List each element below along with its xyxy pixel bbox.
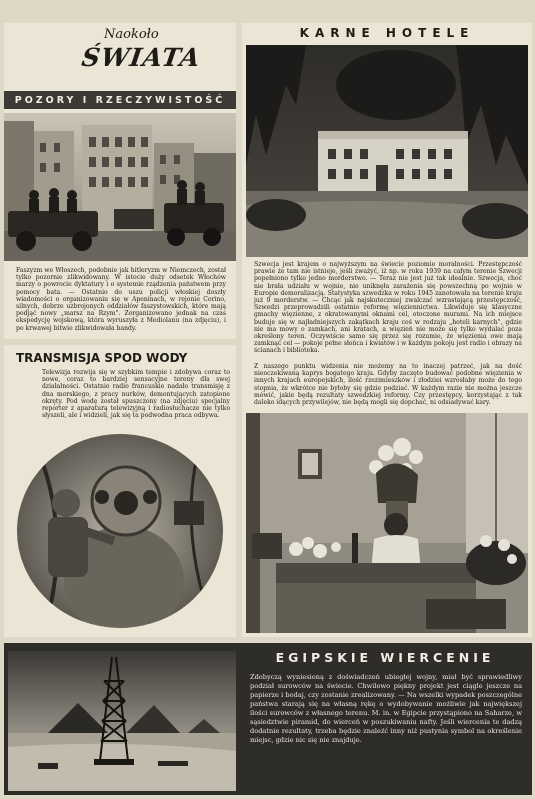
milan-street-image bbox=[4, 113, 236, 261]
karne-hotele-body-p2: Z naszego punktu widzenia nie możemy na to inaczej patrzeć, jak na dość nieoczekiwaną kaprys bogatego kraju. Gdyby zaczęto budować podobne więzienia w innych krajach europejskich, ilość rzezimieszków i złodziei wzrosłaby może do tego stopnia, że wkrótce nie byłoby się gdzie podziać. W każdym razie nie można jeszcze mówić, jakie będą rezultaty szwedzkiej reformy. Czy przestępcy, korzystając z tak daleko idących przywilejów, nie będą mogli się dopchać, ni odsiadywać kary. bbox=[254, 363, 522, 407]
karne-hotele-body-p1: Szwecja jest krajem o najwyższym na świecie poziomie moralności. Przestępczość prawie że tam nie istnieje, jeśli zważyć, iż np. w roku 1939 na całym terenie Szwecji popełniono tylko jedno morderstwo. — Teraz nie jest już tak idealnie. Szwecja, choć nie brała udziału w wojnie, nie uniknęła zarażenia się powszechną po wojnie w Europie demoralizacją. Statystyka szwedzka w roku 1945 zanotowała na terenie kraju już 9 morderstw. — Chcąc jak najskuteczniej zwalczać wzrastającą przestępczość, Szwedzi przeprowadzili ostatnio reformę więziennictwa. Likwiduje się klasyczne gmachy więzienne, z okratowanymi oknami cel, otoczone murami. Na ich miejsce buduje się w najładniejszych zakątkach kraju coś w rodzaju „hoteli karnych", gdzie nie ma mowy o zamkach, ani kratach, a więzień nie może się tylko wydalać poza określony teren. Oczywiście samo się przez się rozumie, że więzienia owe mają zamknąć cel — pokoje pełne słońca i kwiatów i w każdym pokoju jest radio i obrazy na ścianach i biblioteka. bbox=[254, 261, 522, 355]
left-top-panel bbox=[4, 23, 236, 339]
pyramids-oil-rig-photo bbox=[8, 651, 236, 791]
prison-room-photo bbox=[246, 413, 528, 633]
bottom-panel bbox=[4, 643, 532, 795]
pozory-body: Faszyzm we Włoszech, podobnie jak hitleryzm w Niemczech, został tylko pozornie zlikwidowany. W istocie duży odsetek Włochów marzy o powrocie dyktatury i o systemie rządzenia państwem przy pomocy bata. — Ostatnio do uszu policji włoskiej doszły wiadomości o organizowaniu się w Apeninach, w rejonie Corino, silnych, dobrze uzbrojonych oddziałów faszystowskich, które mają podjąć nowy „marsz na Rzym". Zorganizowano jednak na czas ekspedycję wojskową, która wyruszyła z Mediolanu (na zdjęciu), i po krwawej bitwie zlikwidowała bandy. bbox=[16, 267, 226, 332]
transmisja-body: Telewizja rozwija się w szybkim tempie i zdobywa coraz to nowe, coraz to bardziej sensacyjne tereny dla swej działalności. Ostatnio radio francuskie nadało transmisję z dna morskiego, z pracy nurków, demontujących zatopione okręty. Pod wodę został spuszczony (na zdjęciu) specjalny reporter z aparaturą telewizyjną i radiosłuchacze nie tylko słyszeli, ale i widzieli, jak się ta podwodna praca odbywa. bbox=[42, 369, 230, 420]
diver-oval-image bbox=[14, 431, 226, 631]
logo-line1: Naokoło bbox=[104, 27, 159, 42]
pozory-heading: POZORY I RZECZYWISTOŚĆ bbox=[4, 91, 236, 109]
egipskie-heading: EGIPSKIE WIERCENIE bbox=[242, 647, 528, 667]
desert-drilling-image bbox=[8, 651, 236, 791]
transmisja-heading: TRANSMISJA SPOD WODY bbox=[16, 351, 188, 365]
hotel-building-image bbox=[246, 45, 528, 257]
karne-hotele-heading: KARNE HOTELE bbox=[242, 23, 532, 43]
egipskie-body: Zdobyczą wyniesioną z doświadczeń ubiegłej wojny, miał być sprawiedliwy podział surowców na świecie. Chwilowo piękny projekt jest ciągle jeszcze na papierze i bodaj, czy zostanie zrealizowany. — Na wszelki wypadek poszczególne państwa starają się na własną rękę o wydobywanie możliwie jak największej ilości surowców z własnego terenu. M. in. w Egipcie przystąpiono na Saharze, w sąsiedztwie piramid, do wierceń w poszukiwaniu nafty. Jeśli wiercenia te dadzą dodatnie rezultaty, trzeba będzie znaleźć inny niż pustynia symbol na określenie miejsc, gdzie nic się nie znajduje. bbox=[250, 673, 522, 744]
prison-hotel-photo bbox=[246, 45, 528, 257]
room-interior-image bbox=[246, 413, 528, 633]
left-mid-panel bbox=[4, 345, 236, 637]
diver-photo bbox=[14, 431, 226, 631]
right-panel bbox=[242, 23, 532, 637]
magazine-logo bbox=[74, 27, 203, 87]
milan-expedition-photo bbox=[4, 113, 236, 261]
logo-line2: ŚWIATA bbox=[79, 43, 203, 72]
